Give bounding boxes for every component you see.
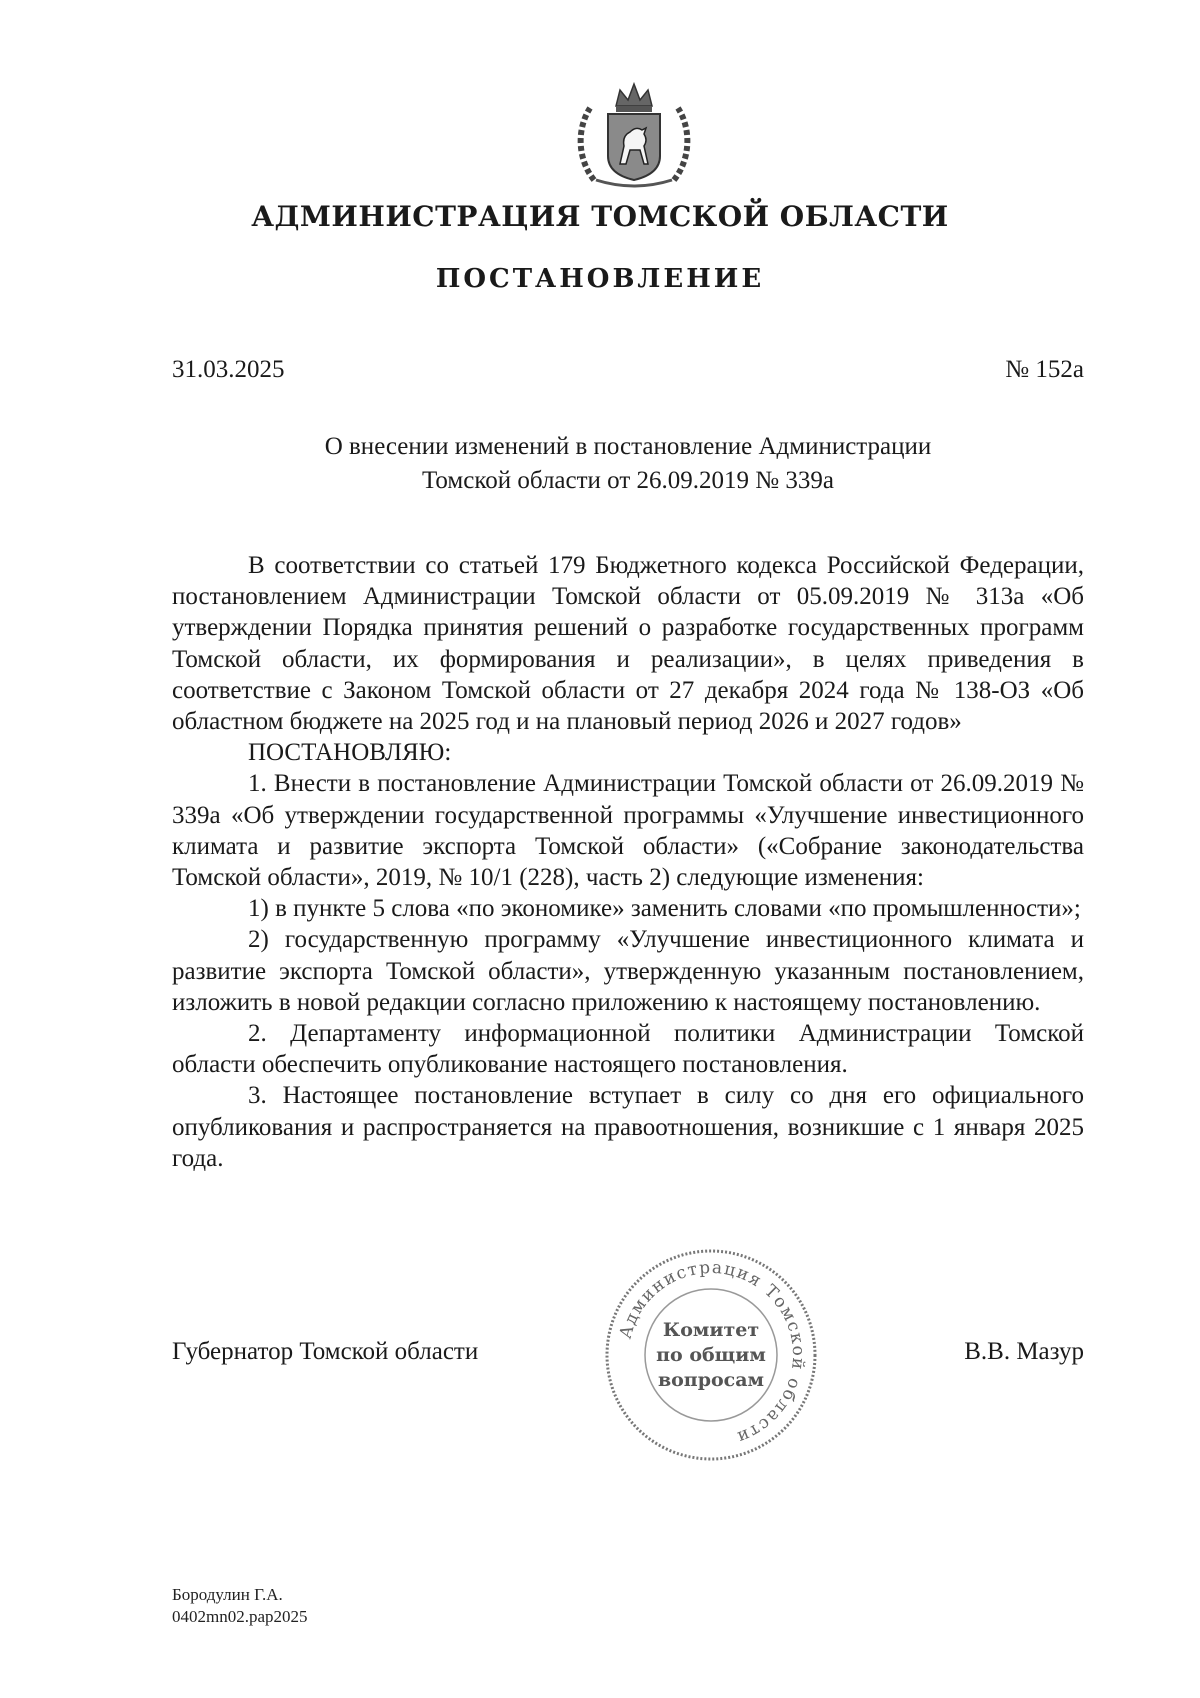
organization-title: АДМИНИСТРАЦИЯ ТОМСКОЙ ОБЛАСТИ: [251, 200, 949, 233]
preamble-paragraph: В соответствии со статьей 179 Бюджетного кодекса Российской Федерации, постановлением Администрации Томской области от 05.09.2019 № 313а «Об утверждении Порядка принятия решений о разработке государственных программ Томской области, их формирования и реализации», в целях приведения в соответствие с Законом Томской области от 27 декабря 2024 года № 138-ОЗ «Об областном бюджете на 2025 год и на плановый период 2026 и 2027 годов»: [172, 552, 1084, 736]
item-1-2-paragraph: 2) государственную программу «Улучшение инвестиционного климата и развитие экспорта Томской области», утвержденную указанным постановлением, изложить в новой редакции согласно приложению к настоящему постановлению.: [172, 926, 1084, 1016]
footer-info: [172, 1584, 308, 1628]
document-number: № 152а: [1005, 356, 1084, 383]
stamp-line-1: Комитет: [662, 1319, 760, 1341]
file-code: 0402mn02.pap2025: [172, 1607, 308, 1626]
document-type-title: ПОСТАНОВЛЕНИЕ: [435, 264, 765, 294]
stamp-ring-text: Администрация Томской области: [615, 1257, 809, 1448]
stamp-line-3: вопросам: [657, 1369, 765, 1391]
signer-position: Губернатор Томской области: [172, 1338, 479, 1365]
document-body: [172, 550, 1084, 1174]
document-subject: [172, 430, 1084, 498]
item-1-1-paragraph: 1) в пункте 5 слова «по экономике» заменить словами «по промышленности»;: [248, 895, 1081, 923]
document-date: 31.03.2025: [172, 356, 285, 383]
executor-name: Бородулин Г.А.: [172, 1585, 283, 1604]
item-3-paragraph: 3. Настоящее постановление вступает в силу со дня его официального опубликования и распространяется на правоотношения, возникшие с 1 января 2025 года.: [172, 1082, 1084, 1172]
official-stamp: [604, 1248, 818, 1462]
resolve-line: ПОСТАНОВЛЯЮ:: [248, 739, 452, 767]
subject-line-1: О внесении изменений в постановление Администрации: [324, 433, 932, 460]
tomsk-coat-of-arms-icon: [572, 80, 696, 188]
item-2-paragraph: 2. Департаменту информационной политики Администрации Томской области обеспечить опубликование настоящего постановления.: [172, 1020, 1084, 1079]
subject-line-2: Томской области от 26.09.2019 № 339а: [422, 467, 834, 494]
signer-name: В.В. Мазур: [964, 1338, 1084, 1365]
stamp-line-2: по общим: [656, 1344, 766, 1366]
item-1-paragraph: 1. Внести в постановление Администрации Томской области от 26.09.2019 № 339а «Об утверждении государственной программы «Улучшение инвестиционного климата и развитие экспорта Томской области» («Собрание законодательства Томской области», 2019, № 10/1 (228), часть 2) следующие изменения:: [172, 770, 1084, 892]
